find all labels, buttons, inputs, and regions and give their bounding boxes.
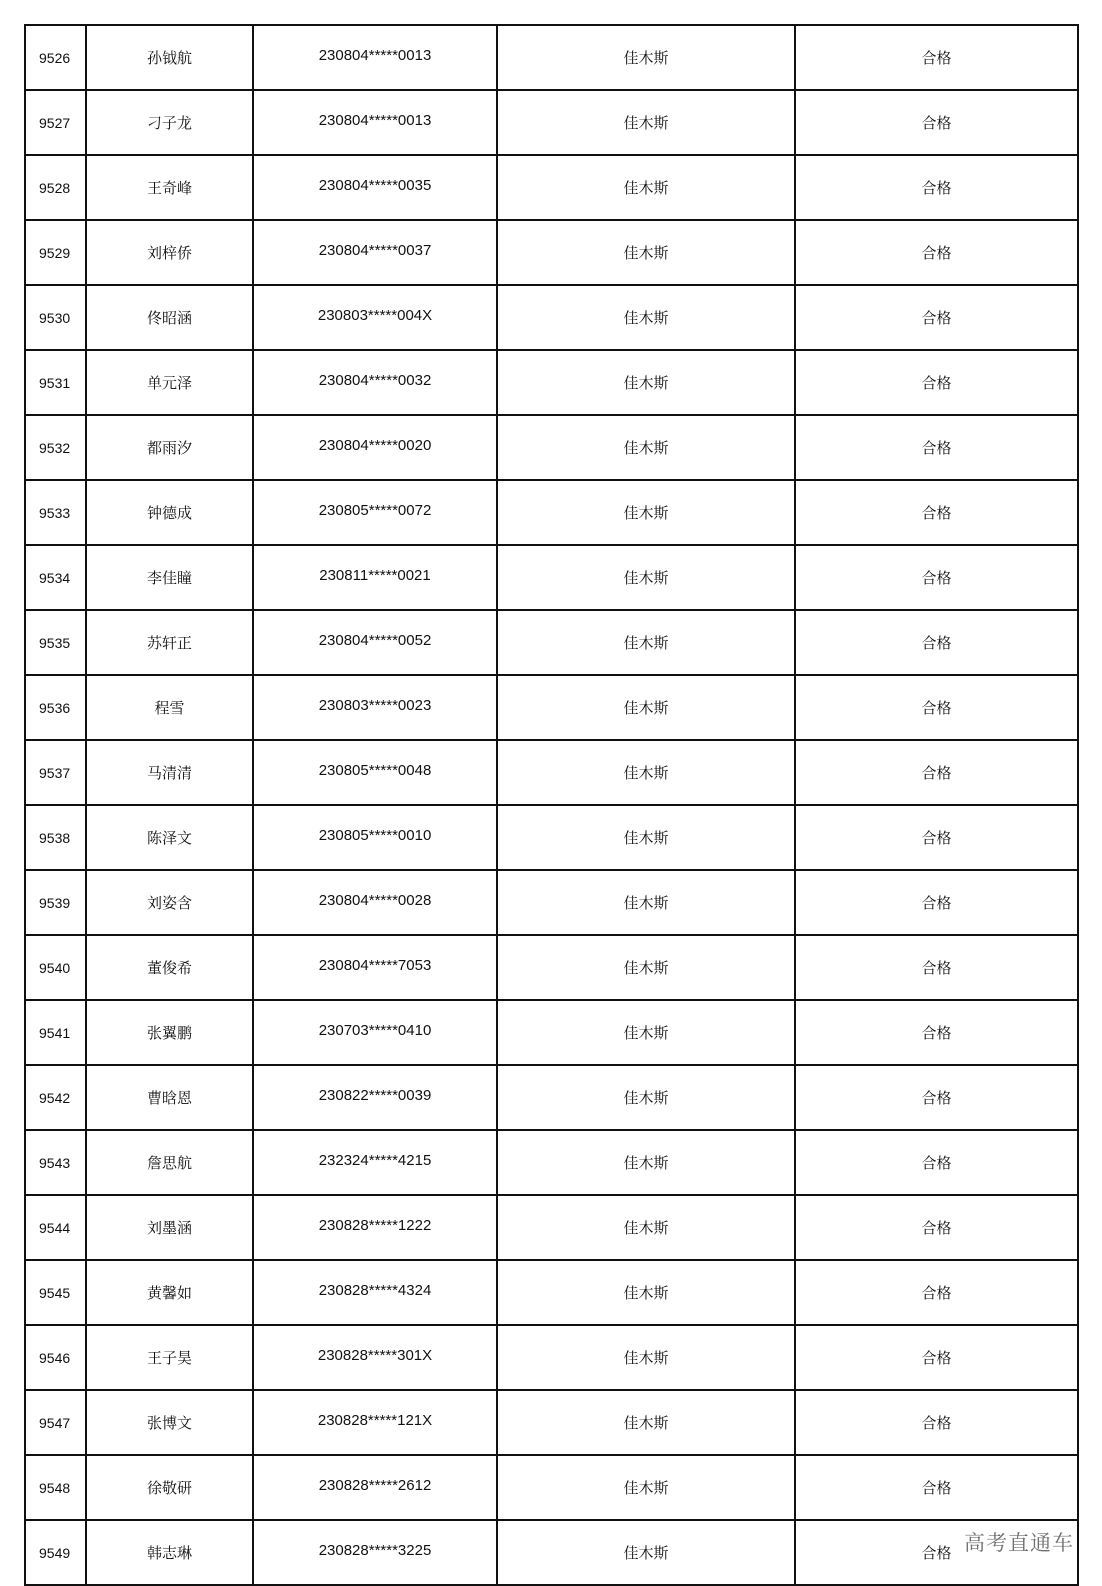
id-number-cell: 230805*****0072 xyxy=(253,480,497,545)
row-number-cell: 9534 xyxy=(25,545,86,610)
name-cell: 张翼鹏 xyxy=(86,1000,253,1065)
id-number-cell: 230803*****004X xyxy=(253,285,497,350)
result-cell: 合格 xyxy=(795,1065,1078,1130)
name-cell: 程雪 xyxy=(86,675,253,740)
location-cell: 佳木斯 xyxy=(497,870,795,935)
location-cell: 佳木斯 xyxy=(497,1390,795,1455)
name-cell: 刁子龙 xyxy=(86,90,253,155)
name-cell: 都雨汐 xyxy=(86,415,253,480)
result-cell: 合格 xyxy=(795,545,1078,610)
name-cell: 曹晗恩 xyxy=(86,1065,253,1130)
table-row xyxy=(25,1325,1078,1390)
id-number-cell: 230811*****0021 xyxy=(253,545,497,610)
id-number-cell: 230828*****121X xyxy=(253,1390,497,1455)
row-number-cell: 9543 xyxy=(25,1130,86,1195)
row-number-cell: 9539 xyxy=(25,870,86,935)
result-cell: 合格 xyxy=(795,935,1078,1000)
row-number-cell: 9540 xyxy=(25,935,86,1000)
result-cell: 合格 xyxy=(795,1520,1078,1585)
name-cell: 陈泽文 xyxy=(86,805,253,870)
table-row xyxy=(25,155,1078,220)
result-cell: 合格 xyxy=(795,1260,1078,1325)
location-cell: 佳木斯 xyxy=(497,935,795,1000)
table-body xyxy=(25,25,1078,1585)
table-row xyxy=(25,1520,1078,1585)
id-number-cell: 230822*****0039 xyxy=(253,1065,497,1130)
table-row xyxy=(25,25,1078,90)
row-number-cell: 9547 xyxy=(25,1390,86,1455)
table-row xyxy=(25,675,1078,740)
location-cell: 佳木斯 xyxy=(497,1325,795,1390)
id-number-cell: 230803*****0023 xyxy=(253,675,497,740)
result-cell: 合格 xyxy=(795,1195,1078,1260)
id-number-cell: 230804*****0013 xyxy=(253,25,497,90)
location-cell: 佳木斯 xyxy=(497,1260,795,1325)
id-number-cell: 230828*****2612 xyxy=(253,1455,497,1520)
name-cell: 苏轩正 xyxy=(86,610,253,675)
location-cell: 佳木斯 xyxy=(497,805,795,870)
row-number-cell: 9545 xyxy=(25,1260,86,1325)
row-number-cell: 9541 xyxy=(25,1000,86,1065)
result-cell: 合格 xyxy=(795,350,1078,415)
name-cell: 黄馨如 xyxy=(86,1260,253,1325)
id-number-cell: 230828*****301X xyxy=(253,1325,497,1390)
table-row xyxy=(25,1260,1078,1325)
row-number-cell: 9535 xyxy=(25,610,86,675)
result-cell: 合格 xyxy=(795,155,1078,220)
location-cell: 佳木斯 xyxy=(497,90,795,155)
id-number-cell: 230805*****0048 xyxy=(253,740,497,805)
name-cell: 孙钺航 xyxy=(86,25,253,90)
location-cell: 佳木斯 xyxy=(497,1520,795,1585)
result-cell: 合格 xyxy=(795,610,1078,675)
result-cell: 合格 xyxy=(795,675,1078,740)
result-cell: 合格 xyxy=(795,1455,1078,1520)
row-number-cell: 9544 xyxy=(25,1195,86,1260)
location-cell: 佳木斯 xyxy=(497,1000,795,1065)
id-number-cell: 232324*****4215 xyxy=(253,1130,497,1195)
location-cell: 佳木斯 xyxy=(497,1065,795,1130)
name-cell: 刘梓侨 xyxy=(86,220,253,285)
result-cell: 合格 xyxy=(795,1325,1078,1390)
name-cell: 王奇峰 xyxy=(86,155,253,220)
id-number-cell: 230804*****0013 xyxy=(253,90,497,155)
name-cell: 王子昊 xyxy=(86,1325,253,1390)
result-cell: 合格 xyxy=(795,805,1078,870)
results-table xyxy=(24,24,1079,1586)
id-number-cell: 230804*****0020 xyxy=(253,415,497,480)
result-cell: 合格 xyxy=(795,740,1078,805)
row-number-cell: 9530 xyxy=(25,285,86,350)
row-number-cell: 9542 xyxy=(25,1065,86,1130)
row-number-cell: 9527 xyxy=(25,90,86,155)
row-number-cell: 9537 xyxy=(25,740,86,805)
id-number-cell: 230703*****0410 xyxy=(253,1000,497,1065)
table-row xyxy=(25,220,1078,285)
result-cell: 合格 xyxy=(795,285,1078,350)
table-row xyxy=(25,285,1078,350)
name-cell: 马清清 xyxy=(86,740,253,805)
name-cell: 刘墨涵 xyxy=(86,1195,253,1260)
location-cell: 佳木斯 xyxy=(497,415,795,480)
name-cell: 董俊希 xyxy=(86,935,253,1000)
result-cell: 合格 xyxy=(795,1390,1078,1455)
table-row xyxy=(25,1065,1078,1130)
name-cell: 韩志琳 xyxy=(86,1520,253,1585)
name-cell: 詹思航 xyxy=(86,1130,253,1195)
id-number-cell: 230804*****0037 xyxy=(253,220,497,285)
id-number-cell: 230805*****0010 xyxy=(253,805,497,870)
table-row xyxy=(25,935,1078,1000)
table-row xyxy=(25,1455,1078,1520)
row-number-cell: 9526 xyxy=(25,25,86,90)
name-cell: 李佳瞳 xyxy=(86,545,253,610)
location-cell: 佳木斯 xyxy=(497,220,795,285)
row-number-cell: 9532 xyxy=(25,415,86,480)
watermark-text: 高考直通车 xyxy=(964,1531,1074,1555)
table-row xyxy=(25,805,1078,870)
result-cell: 合格 xyxy=(795,870,1078,935)
name-cell: 张博文 xyxy=(86,1390,253,1455)
result-cell: 合格 xyxy=(795,1130,1078,1195)
row-number-cell: 9538 xyxy=(25,805,86,870)
name-cell: 单元泽 xyxy=(86,350,253,415)
id-number-cell: 230828*****3225 xyxy=(253,1520,497,1585)
location-cell: 佳木斯 xyxy=(497,610,795,675)
location-cell: 佳木斯 xyxy=(497,25,795,90)
row-number-cell: 9533 xyxy=(25,480,86,545)
result-cell: 合格 xyxy=(795,90,1078,155)
location-cell: 佳木斯 xyxy=(497,480,795,545)
row-number-cell: 9529 xyxy=(25,220,86,285)
name-cell: 徐敬研 xyxy=(86,1455,253,1520)
name-cell: 钟德成 xyxy=(86,480,253,545)
table-row xyxy=(25,1195,1078,1260)
location-cell: 佳木斯 xyxy=(497,675,795,740)
row-number-cell: 9546 xyxy=(25,1325,86,1390)
result-cell: 合格 xyxy=(795,220,1078,285)
table-row xyxy=(25,1130,1078,1195)
location-cell: 佳木斯 xyxy=(497,1455,795,1520)
id-number-cell: 230804*****0028 xyxy=(253,870,497,935)
name-cell: 佟昭涵 xyxy=(86,285,253,350)
id-number-cell: 230828*****4324 xyxy=(253,1260,497,1325)
table-row xyxy=(25,610,1078,675)
table-row xyxy=(25,90,1078,155)
table-row xyxy=(25,870,1078,935)
id-number-cell: 230804*****0032 xyxy=(253,350,497,415)
result-cell: 合格 xyxy=(795,1000,1078,1065)
table-row xyxy=(25,480,1078,545)
table-row xyxy=(25,740,1078,805)
row-number-cell: 9548 xyxy=(25,1455,86,1520)
location-cell: 佳木斯 xyxy=(497,1195,795,1260)
location-cell: 佳木斯 xyxy=(497,740,795,805)
id-number-cell: 230804*****0035 xyxy=(253,155,497,220)
id-number-cell: 230804*****7053 xyxy=(253,935,497,1000)
location-cell: 佳木斯 xyxy=(497,350,795,415)
table-row xyxy=(25,415,1078,480)
result-cell: 合格 xyxy=(795,25,1078,90)
table-row xyxy=(25,545,1078,610)
table-row xyxy=(25,1000,1078,1065)
result-cell: 合格 xyxy=(795,415,1078,480)
location-cell: 佳木斯 xyxy=(497,285,795,350)
table-row xyxy=(25,350,1078,415)
row-number-cell: 9536 xyxy=(25,675,86,740)
location-cell: 佳木斯 xyxy=(497,155,795,220)
name-cell: 刘姿含 xyxy=(86,870,253,935)
location-cell: 佳木斯 xyxy=(497,545,795,610)
row-number-cell: 9528 xyxy=(25,155,86,220)
location-cell: 佳木斯 xyxy=(497,1130,795,1195)
id-number-cell: 230804*****0052 xyxy=(253,610,497,675)
row-number-cell: 9531 xyxy=(25,350,86,415)
id-number-cell: 230828*****1222 xyxy=(253,1195,497,1260)
table-row xyxy=(25,1390,1078,1455)
row-number-cell: 9549 xyxy=(25,1520,86,1585)
result-cell: 合格 xyxy=(795,480,1078,545)
